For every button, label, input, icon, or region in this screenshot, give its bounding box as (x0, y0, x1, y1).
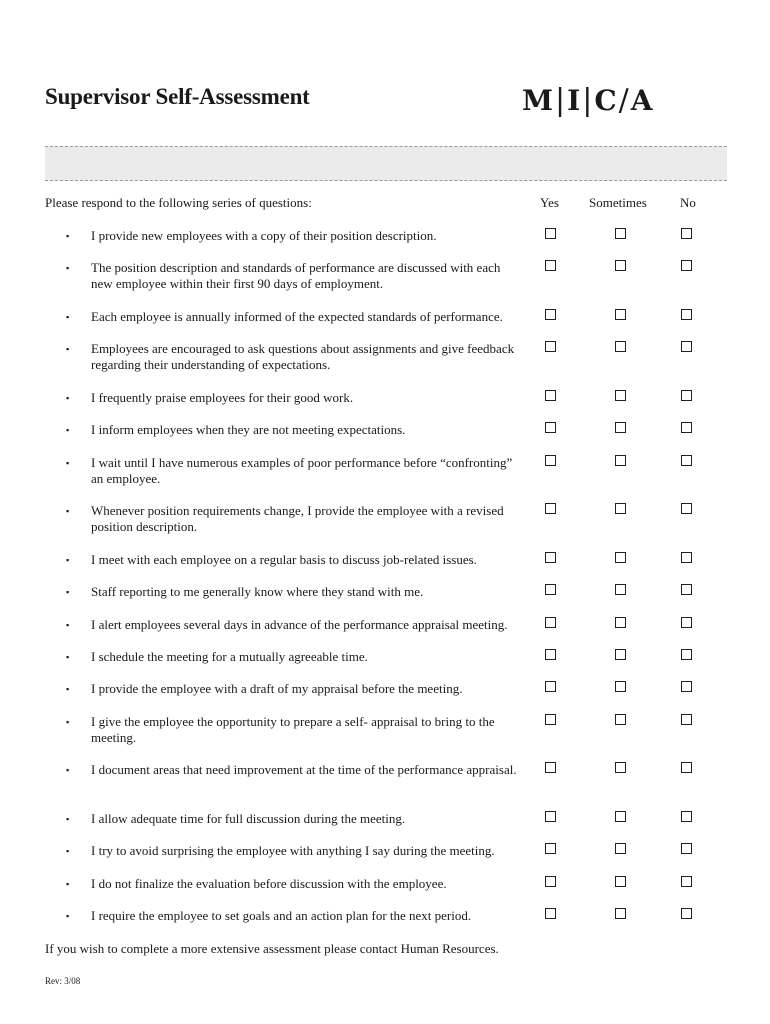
page-title: Supervisor Self-Assessment (45, 84, 310, 109)
bullet-icon: ▪ (66, 765, 70, 775)
no-checkbox[interactable] (681, 341, 692, 352)
no-checkbox[interactable] (681, 584, 692, 595)
yes-checkbox[interactable] (545, 811, 556, 822)
sometimes-checkbox[interactable] (615, 455, 626, 466)
no-checkbox[interactable] (681, 228, 692, 239)
question-text: The position description and standards of performance are discussed with each new employee within their first 90 days of employment. (91, 260, 501, 291)
bullet-icon: ▪ (66, 555, 70, 565)
question-text: I frequently praise employees for their good work. (91, 390, 354, 405)
no-checkbox[interactable] (681, 843, 692, 854)
question-text: I inform employees when they are not meeting expectations. (91, 422, 406, 437)
no-checkbox[interactable] (681, 309, 692, 320)
logo-letter: A (630, 84, 654, 117)
no-checkbox[interactable] (681, 876, 692, 887)
yes-checkbox[interactable] (545, 552, 556, 563)
no-checkbox[interactable] (681, 762, 692, 773)
sometimes-checkbox[interactable] (615, 681, 626, 692)
sometimes-checkbox[interactable] (615, 552, 626, 563)
sometimes-checkbox[interactable] (615, 617, 626, 628)
yes-checkbox[interactable] (545, 422, 556, 433)
yes-checkbox[interactable] (545, 390, 556, 401)
revision-label: Rev: 3/08 (45, 976, 81, 986)
bullet-icon: ▪ (66, 587, 70, 597)
sometimes-checkbox[interactable] (615, 260, 626, 271)
yes-checkbox[interactable] (545, 762, 556, 773)
sometimes-checkbox[interactable] (615, 908, 626, 919)
bullet-icon: ▪ (66, 393, 70, 403)
bullet-icon: ▪ (66, 846, 70, 856)
intro-text: Please respond to the following series of questions: (45, 195, 312, 210)
sometimes-checkbox[interactable] (615, 228, 626, 239)
question-text: Each employee is annually informed of the expected standards of performance. (91, 309, 503, 324)
yes-checkbox[interactable] (545, 681, 556, 692)
yes-checkbox[interactable] (545, 617, 556, 628)
question-text: I alert employees several days in advance of the performance appraisal meeting. (91, 617, 508, 632)
bullet-icon: ▪ (66, 263, 70, 273)
question-text: Employees are encouraged to ask questions about assignments and give feedback regarding their understanding of expectations. (91, 341, 515, 372)
column-header-yes: Yes (540, 195, 559, 210)
no-checkbox[interactable] (681, 390, 692, 401)
question-text: I wait until I have numerous examples of poor performance before “confronting” an employee. (91, 455, 513, 486)
question-text: I allow adequate time for full discussion during the meeting. (91, 811, 406, 826)
yes-checkbox[interactable] (545, 876, 556, 887)
bullet-icon: ▪ (66, 879, 70, 889)
question-text: I provide the employee with a draft of my appraisal before the meeting. (91, 681, 463, 696)
no-checkbox[interactable] (681, 649, 692, 660)
column-header-no: No (680, 195, 696, 210)
sometimes-checkbox[interactable] (615, 584, 626, 595)
no-checkbox[interactable] (681, 617, 692, 628)
bullet-icon: ▪ (66, 458, 70, 468)
question-text: I schedule the meeting for a mutually agreeable time. (91, 649, 368, 664)
yes-checkbox[interactable] (545, 908, 556, 919)
question-text: Whenever position requirements change, I provide the employee with a revised position description. (91, 503, 504, 534)
sometimes-checkbox[interactable] (615, 876, 626, 887)
no-checkbox[interactable] (681, 455, 692, 466)
no-checkbox[interactable] (681, 908, 692, 919)
bullet-icon: ▪ (66, 652, 70, 662)
question-text: I do not finalize the evaluation before discussion with the employee. (91, 876, 447, 891)
no-checkbox[interactable] (681, 714, 692, 725)
yes-checkbox[interactable] (545, 341, 556, 352)
no-checkbox[interactable] (681, 681, 692, 692)
bullet-icon: ▪ (66, 312, 70, 322)
sometimes-checkbox[interactable] (615, 649, 626, 660)
bullet-icon: ▪ (66, 344, 70, 354)
yes-checkbox[interactable] (545, 309, 556, 320)
yes-checkbox[interactable] (545, 584, 556, 595)
yes-checkbox[interactable] (545, 714, 556, 725)
logo-separator: | (582, 83, 594, 118)
sometimes-checkbox[interactable] (615, 341, 626, 352)
bullet-icon: ▪ (66, 425, 70, 435)
bullet-icon: ▪ (66, 620, 70, 630)
sometimes-checkbox[interactable] (615, 309, 626, 320)
logo-letter: M (522, 84, 554, 117)
logo-letter: I (567, 84, 582, 117)
footer-note: If you wish to complete a more extensive assessment please contact Human Resources. (45, 941, 499, 956)
no-checkbox[interactable] (681, 503, 692, 514)
question-text: I document areas that need improvement at the time of the performance appraisal. (91, 762, 517, 777)
logo-separator: / (618, 83, 630, 118)
no-checkbox[interactable] (681, 260, 692, 271)
sometimes-checkbox[interactable] (615, 762, 626, 773)
header-band (45, 146, 727, 181)
question-text: Staff reporting to me generally know where they stand with me. (91, 584, 424, 599)
no-checkbox[interactable] (681, 422, 692, 433)
bullet-icon: ▪ (66, 814, 70, 824)
yes-checkbox[interactable] (545, 455, 556, 466)
sometimes-checkbox[interactable] (615, 811, 626, 822)
bullet-icon: ▪ (66, 506, 70, 516)
question-text: I provide new employees with a copy of their position description. (91, 228, 437, 243)
bullet-icon: ▪ (66, 684, 70, 694)
logo-separator: | (555, 83, 567, 118)
sometimes-checkbox[interactable] (615, 714, 626, 725)
yes-checkbox[interactable] (545, 260, 556, 271)
no-checkbox[interactable] (681, 552, 692, 563)
question-text: I give the employee the opportunity to prepare a self- appraisal to bring to the meeting. (91, 714, 495, 745)
yes-checkbox[interactable] (545, 228, 556, 239)
yes-checkbox[interactable] (545, 649, 556, 660)
question-text: I require the employee to set goals and an action plan for the next period. (91, 908, 472, 923)
question-text: I try to avoid surprising the employee with anything I say during the meeting. (91, 843, 495, 858)
yes-checkbox[interactable] (545, 503, 556, 514)
bullet-icon: ▪ (66, 231, 70, 241)
sometimes-checkbox[interactable] (615, 390, 626, 401)
sometimes-checkbox[interactable] (615, 422, 626, 433)
sometimes-checkbox[interactable] (615, 843, 626, 854)
bullet-icon: ▪ (66, 717, 70, 727)
logo-letter: C (594, 84, 618, 117)
mica-logo (522, 84, 653, 118)
no-checkbox[interactable] (681, 811, 692, 822)
bullet-icon: ▪ (66, 911, 70, 921)
sometimes-checkbox[interactable] (615, 503, 626, 514)
yes-checkbox[interactable] (545, 843, 556, 854)
column-header-sometimes: Sometimes (589, 195, 647, 210)
question-text: I meet with each employee on a regular basis to discuss job-related issues. (91, 552, 477, 567)
